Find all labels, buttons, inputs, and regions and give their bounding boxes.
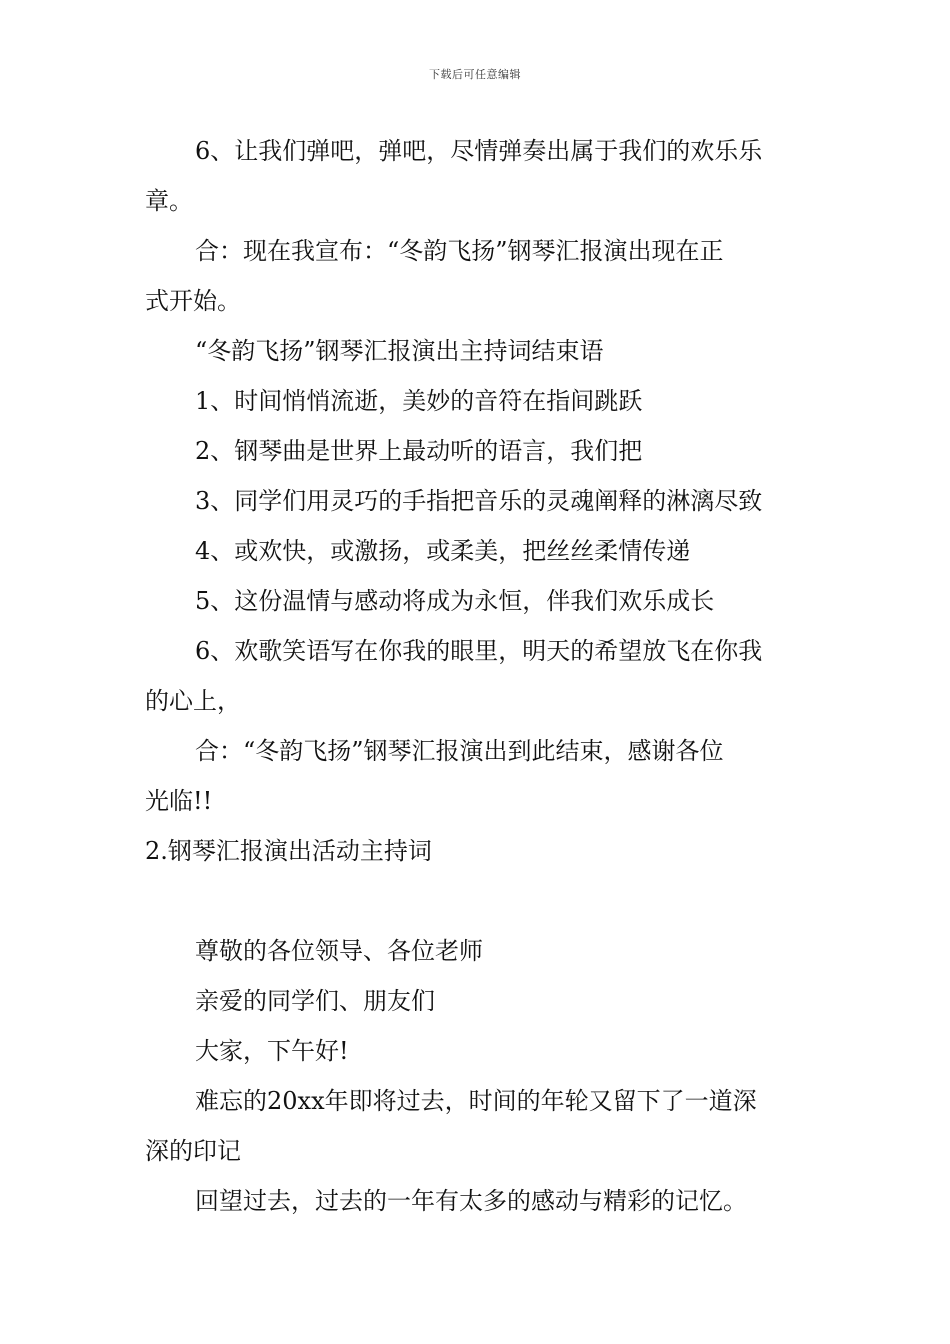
paragraph-line: 章。 [145,187,193,215]
speech-line: 尊敬的各位领导、各位老师 [195,937,483,965]
page-header: 下载后可任意编辑 [429,68,521,81]
paragraph-line: 6、让我们弹吧，弹吧，尽情弹奏出属于我们的欢乐乐 [195,137,763,165]
paragraph-line: 2、钢琴曲是世界上最动听的语言，我们把 [195,437,643,465]
document-body [145,126,810,1226]
speech-line: 深的印记 [145,1137,241,1165]
paragraph-line: 5、这份温情与感动将成为永恒，伴我们欢乐成长 [195,587,715,615]
speech-line: 回望过去，过去的一年有太多的感动与精彩的记忆。 [195,1187,747,1215]
paragraph-line: 1、时间悄悄流逝，美妙的音符在指间跳跃 [195,387,643,415]
paragraph-line: 6、欢歌笑语写在你我的眼里，明天的希望放飞在你我 [195,637,763,665]
subheading-closing: “冬韵飞扬”钢琴汇报演出主持词结束语 [195,337,604,365]
speech-line: 难忘的20xx年即将过去，时间的年轮又留下了一道深 [195,1087,757,1115]
blank-line [145,876,810,926]
speech-line: 大家，下午好! [195,1037,349,1065]
paragraph-line: 合：“冬韵飞扬”钢琴汇报演出到此结束，感谢各位 [195,737,724,765]
paragraph-line: 的心上， [145,687,241,715]
paragraph-line: 光临!! [145,787,213,815]
paragraph-line: 4、或欢快，或激扬，或柔美，把丝丝柔情传递 [195,537,691,565]
section-heading: 2.钢琴汇报演出活动主持词 [145,837,432,865]
paragraph-line: 式开始。 [145,287,241,315]
speech-line: 亲爱的同学们、朋友们 [195,987,435,1015]
paragraph-line: 合：现在我宣布：“冬韵飞扬”钢琴汇报演出现在正 [195,237,724,265]
paragraph-line: 3、同学们用灵巧的手指把音乐的灵魂阐释的淋漓尽致 [195,487,763,515]
